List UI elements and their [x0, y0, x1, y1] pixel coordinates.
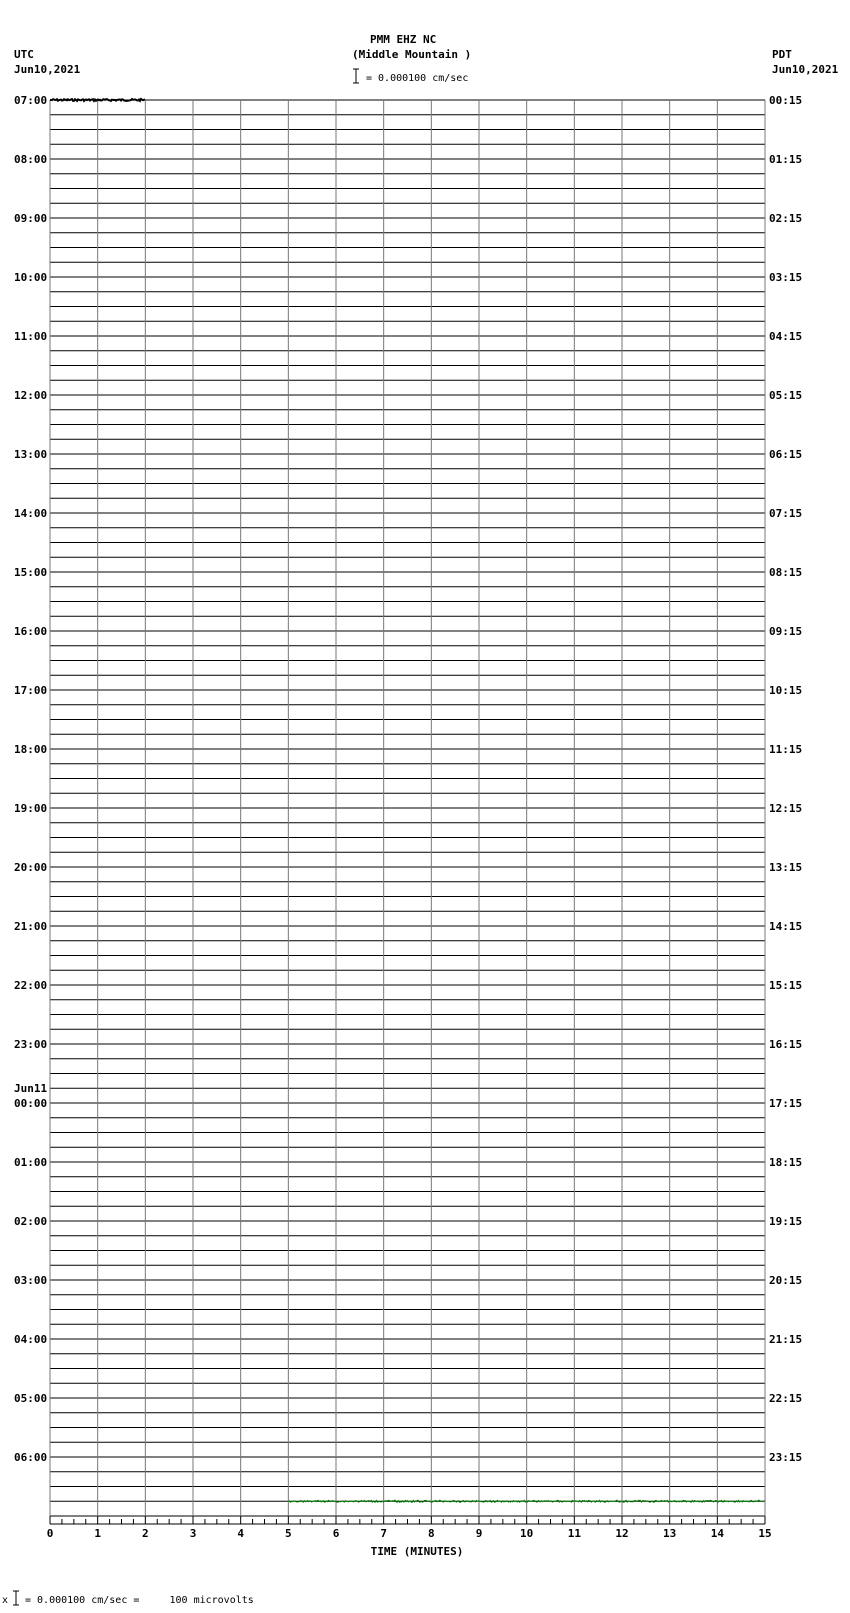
utc-hour-label: 15:00	[14, 566, 48, 579]
utc-hour-label: 12:00	[14, 389, 48, 402]
scale-label: = 0.000100 cm/sec	[366, 73, 469, 84]
x-tick-label: 3	[189, 1527, 197, 1540]
x-axis-label: TIME (MINUTES)	[370, 1545, 464, 1558]
left-timezone: UTC	[14, 48, 34, 61]
utc-hour-label: 04:00	[14, 1333, 48, 1346]
utc-hour-label: 11:00	[14, 330, 48, 343]
pdt-hour-label: 10:15	[769, 684, 803, 697]
utc-hour-label: 06:00	[14, 1451, 48, 1464]
x-tick-label: 7	[380, 1527, 387, 1540]
x-tick-label: 8	[428, 1527, 435, 1540]
grid	[50, 100, 765, 1516]
x-tick-label: 15	[758, 1527, 772, 1540]
pdt-hour-label: 23:15	[769, 1451, 803, 1464]
pdt-hour-label: 11:15	[769, 743, 803, 756]
x-tick-label: 10	[520, 1527, 534, 1540]
utc-hour-label: 01:00	[14, 1156, 48, 1169]
pdt-hour-label: 00:15	[769, 94, 803, 107]
x-axis	[47, 1516, 772, 1540]
pdt-hour-label: 08:15	[769, 566, 803, 579]
utc-hour-label: 09:00	[14, 212, 48, 225]
pdt-hour-label: 01:15	[769, 153, 803, 166]
utc-hour-label: 03:00	[14, 1274, 48, 1287]
utc-hour-label: 02:00	[14, 1215, 48, 1228]
utc-hour-label: 14:00	[14, 507, 48, 520]
utc-hour-label: 13:00	[14, 448, 48, 461]
station-location: (Middle Mountain )	[352, 48, 472, 61]
right-date: Jun10,2021	[772, 63, 839, 76]
pdt-hour-label: 17:15	[769, 1097, 803, 1110]
x-tick-label: 2	[142, 1527, 149, 1540]
pdt-hour-labels	[769, 94, 802, 1464]
pdt-hour-label: 12:15	[769, 802, 803, 815]
x-tick-label: 5	[285, 1527, 292, 1540]
utc-hour-label: 22:00	[14, 979, 48, 992]
utc-date-label: Jun11	[14, 1082, 48, 1095]
station-title: PMM EHZ NC	[370, 33, 437, 46]
x-tick-label: 9	[475, 1527, 483, 1540]
pdt-hour-label: 07:15	[769, 507, 803, 520]
utc-hour-label: 19:00	[14, 802, 48, 815]
pdt-hour-label: 03:15	[769, 271, 803, 284]
utc-hour-label: 23:00	[14, 1038, 48, 1051]
x-tick-label: 4	[237, 1527, 244, 1540]
x-tick-label: 12	[615, 1527, 629, 1540]
utc-hour-label: 05:00	[14, 1392, 48, 1405]
utc-hour-label: 10:00	[14, 271, 48, 284]
pdt-hour-label: 06:15	[769, 448, 803, 461]
pdt-hour-label: 22:15	[769, 1392, 803, 1405]
pdt-hour-label: 21:15	[769, 1333, 803, 1346]
pdt-hour-label: 14:15	[769, 920, 803, 933]
pdt-hour-label: 15:15	[769, 979, 803, 992]
x-tick-label: 0	[46, 1527, 54, 1540]
footer-scale-note: = 0.000100 cm/sec = 100 microvolts	[25, 1595, 254, 1606]
pdt-hour-label: 02:15	[769, 212, 803, 225]
utc-hour-labels	[14, 94, 47, 1464]
x-tick-label: 13	[663, 1527, 677, 1540]
utc-hour-label: 08:00	[14, 153, 48, 166]
x-tick-label: 14	[710, 1527, 724, 1540]
traces	[50, 99, 764, 1502]
pdt-hour-label: 19:15	[769, 1215, 803, 1228]
utc-hour-label: 17:00	[14, 684, 48, 697]
scale-bar-icon	[353, 69, 359, 83]
utc-hour-label: 18:00	[14, 743, 48, 756]
utc-hour-label: 16:00	[14, 625, 48, 638]
x-tick-label: 6	[332, 1527, 340, 1540]
pdt-hour-label: 05:15	[769, 389, 803, 402]
right-timezone: PDT	[772, 48, 792, 61]
utc-hour-label: 20:00	[14, 861, 48, 874]
pdt-hour-label: 20:15	[769, 1274, 803, 1287]
utc-hour-label: 21:00	[14, 920, 48, 933]
pdt-hour-label: 18:15	[769, 1156, 803, 1169]
utc-hour-label: 00:00	[14, 1097, 48, 1110]
x-tick-label: 11	[567, 1527, 581, 1540]
footer-marker: x	[2, 1595, 9, 1606]
left-date: Jun10,2021	[14, 63, 81, 76]
seismic-trace	[50, 99, 145, 101]
x-tick-label: 1	[94, 1527, 101, 1540]
pdt-hour-label: 13:15	[769, 861, 803, 874]
utc-hour-label: 07:00	[14, 94, 48, 107]
pdt-hour-label: 04:15	[769, 330, 803, 343]
footer-scale-bar-icon	[13, 1591, 19, 1605]
pdt-hour-label: 09:15	[769, 625, 803, 638]
pdt-hour-label: 16:15	[769, 1038, 803, 1051]
